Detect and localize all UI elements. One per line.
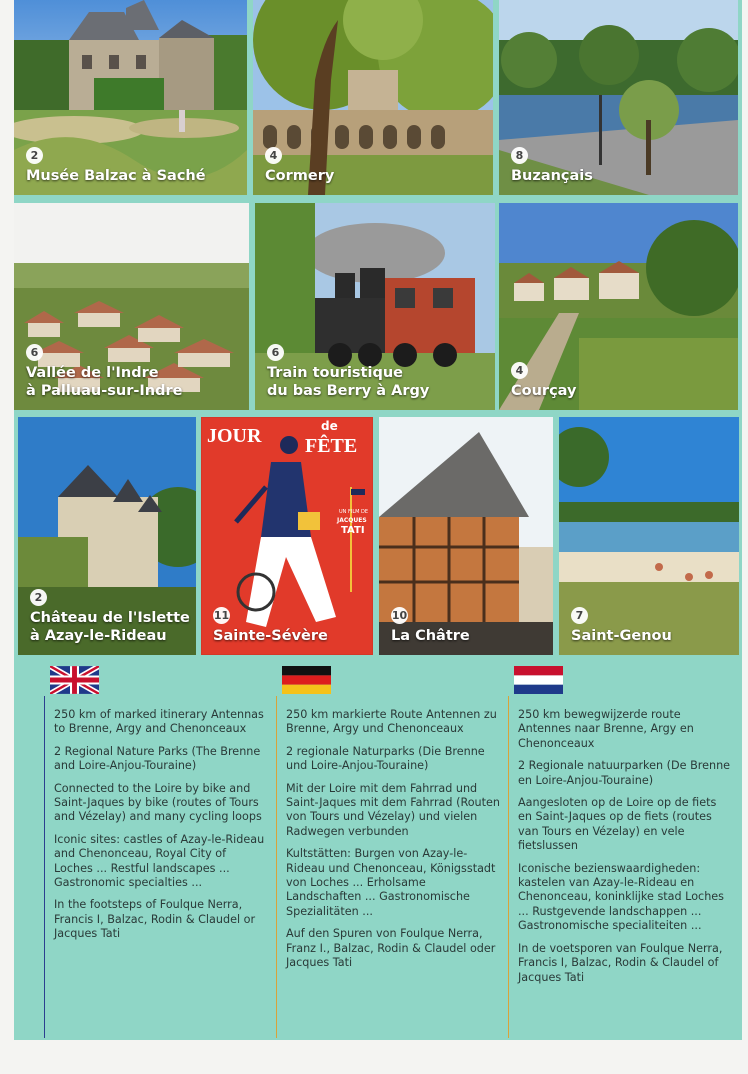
caption-line: à Azay-le-Rideau xyxy=(30,628,167,644)
caption-line: Château de l'Islette xyxy=(30,610,190,626)
number-badge: 2 xyxy=(30,589,47,606)
poster-title-jour: JOUR xyxy=(207,425,262,447)
photo-genou xyxy=(559,417,739,655)
caption-line: du bas Berry à Argy xyxy=(267,383,430,399)
number-badge: 6 xyxy=(26,344,43,361)
info-paragraph: Connected to the Loire by bike and Saint-Jaques by bike (routes of Tours and Vézelay) and many cycling loops xyxy=(54,781,262,824)
info-paragraph: 2 Regionale natuurparken (De Brenne en Loire-Anjou-Touraine) xyxy=(518,759,731,787)
caption-line: Musée Balzac à Saché xyxy=(26,168,206,184)
poster-credit: TATI xyxy=(341,525,365,536)
number-badge: 4 xyxy=(511,362,528,379)
tile-caption xyxy=(265,146,334,185)
photo-cormery xyxy=(253,0,493,195)
info-paragraph: In de voetsporen van Foulque Nerra, Francis I, Balzac, Rodin & Claudel of Jacques Tati xyxy=(518,941,723,984)
column-german xyxy=(276,666,502,1038)
uk-flag-icon xyxy=(50,666,99,694)
column-divider xyxy=(276,696,277,1038)
photo-buzancais xyxy=(499,0,738,195)
column-dutch xyxy=(508,666,734,1038)
poster-title-fete: FÊTE xyxy=(305,435,358,457)
photo-chatre xyxy=(379,417,553,655)
caption-line: Courçay xyxy=(511,383,577,399)
tile-caption xyxy=(571,606,672,645)
info-paragraph: Mit der Loire mit dem Fahrrad und Saint-Jaques mit dem Fahrrad (Routen von Tours und Vézelay) und vielen Radwegen verbunden xyxy=(286,781,501,838)
info-paragraph: 2 Regional Nature Parks (The Brenne and Loire-Anjou-Touraine) xyxy=(54,744,261,773)
number-badge: 11 xyxy=(213,609,230,622)
info-paragraph: 2 regionale Naturparks (Die Brenne und Loire-Anjou-Touraine) xyxy=(286,744,485,773)
info-paragraph: Iconische bezienswaardigheden: kastelen van Azay-le-Rideau en Chenonceau, koninklijke stad Loches ... Rustgevende landschappen ... Gastronomische specialiteiten ... xyxy=(518,861,725,933)
column-text xyxy=(518,708,732,993)
caption-line: Saint-Genou xyxy=(571,628,672,644)
germany-flag-icon xyxy=(282,666,331,694)
info-paragraph: 250 km of marked itinerary Antennas to Brenne, Argy and Chenonceaux xyxy=(54,708,264,736)
tile-caption xyxy=(26,343,182,400)
tile-caption xyxy=(391,606,470,645)
number-badge: 6 xyxy=(267,344,284,361)
info-paragraph: In the footsteps of Foulque Nerra, Francis I, Balzac, Rodin & Claudel or Jacques Tati xyxy=(54,898,256,941)
tile-caption xyxy=(511,361,576,400)
column-divider xyxy=(44,696,45,1038)
caption-line: à Palluau-sur-Indre xyxy=(26,383,183,399)
number-badge: 2 xyxy=(26,147,43,164)
info-panel xyxy=(20,656,742,1040)
caption-line: Buzançais xyxy=(511,168,593,184)
photo-islette xyxy=(18,417,196,655)
caption-line: Cormery xyxy=(265,168,335,184)
caption-line: La Châtre xyxy=(391,628,470,644)
caption-line: Vallée de l'Indre xyxy=(26,365,159,381)
tile-caption xyxy=(511,146,593,185)
tile-caption xyxy=(267,343,429,400)
column-text xyxy=(54,708,268,950)
poster-credit: JACQUES xyxy=(337,517,367,524)
tile-caption xyxy=(30,588,190,645)
caption-line: Sainte-Sévère xyxy=(213,628,328,644)
column-english xyxy=(44,666,270,1038)
netherlands-flag-icon xyxy=(514,666,563,694)
poster-title-de: de xyxy=(321,419,338,433)
number-badge: 10 xyxy=(391,609,408,622)
info-paragraph: 250 km markierte Route Antennen zu Brenne, Argy und Chenonceaux xyxy=(286,708,497,736)
caption-line: Train touristique xyxy=(267,365,403,381)
photo-train xyxy=(255,203,495,410)
number-badge: 7 xyxy=(571,607,588,624)
photo-poster xyxy=(201,417,373,655)
info-paragraph: Aangesloten op de Loire op de fiets en Saint-Jaques op de fiets (routes van Tours en Vézelay) en vele fietslussen xyxy=(518,796,717,853)
tile-caption xyxy=(213,606,328,645)
poster-credit: UN FILM DE xyxy=(339,509,369,515)
photo-courcay xyxy=(499,203,738,410)
tile-caption xyxy=(26,146,206,185)
info-paragraph: Kultstätten: Burgen von Azay-le-Rideau und Chenonceau, Königsstadt von Loches ... Erholsame Landschaften ... Gastronomische Spezialitäten ... xyxy=(286,847,496,918)
info-paragraph: 250 km bewegwijzerde route Antennes naar Brenne, Argy en Chenonceaux xyxy=(518,708,694,750)
info-paragraph: Auf den Spuren von Foulque Nerra, Franz I., Balzac, Rodin & Claudel oder Jacques Tati xyxy=(286,927,496,970)
number-badge: 8 xyxy=(511,147,528,164)
info-paragraph: Iconic sites: castles of Azay-le-Rideau and Chenonceau, Royal City of Loches ... Restful landscapes ... Gastronomic specialties ... xyxy=(54,832,265,890)
photo-palluau xyxy=(14,203,249,410)
number-badge: 4 xyxy=(265,147,282,164)
photo-balzac xyxy=(14,0,247,195)
column-divider xyxy=(508,696,509,1038)
column-text xyxy=(286,708,500,979)
